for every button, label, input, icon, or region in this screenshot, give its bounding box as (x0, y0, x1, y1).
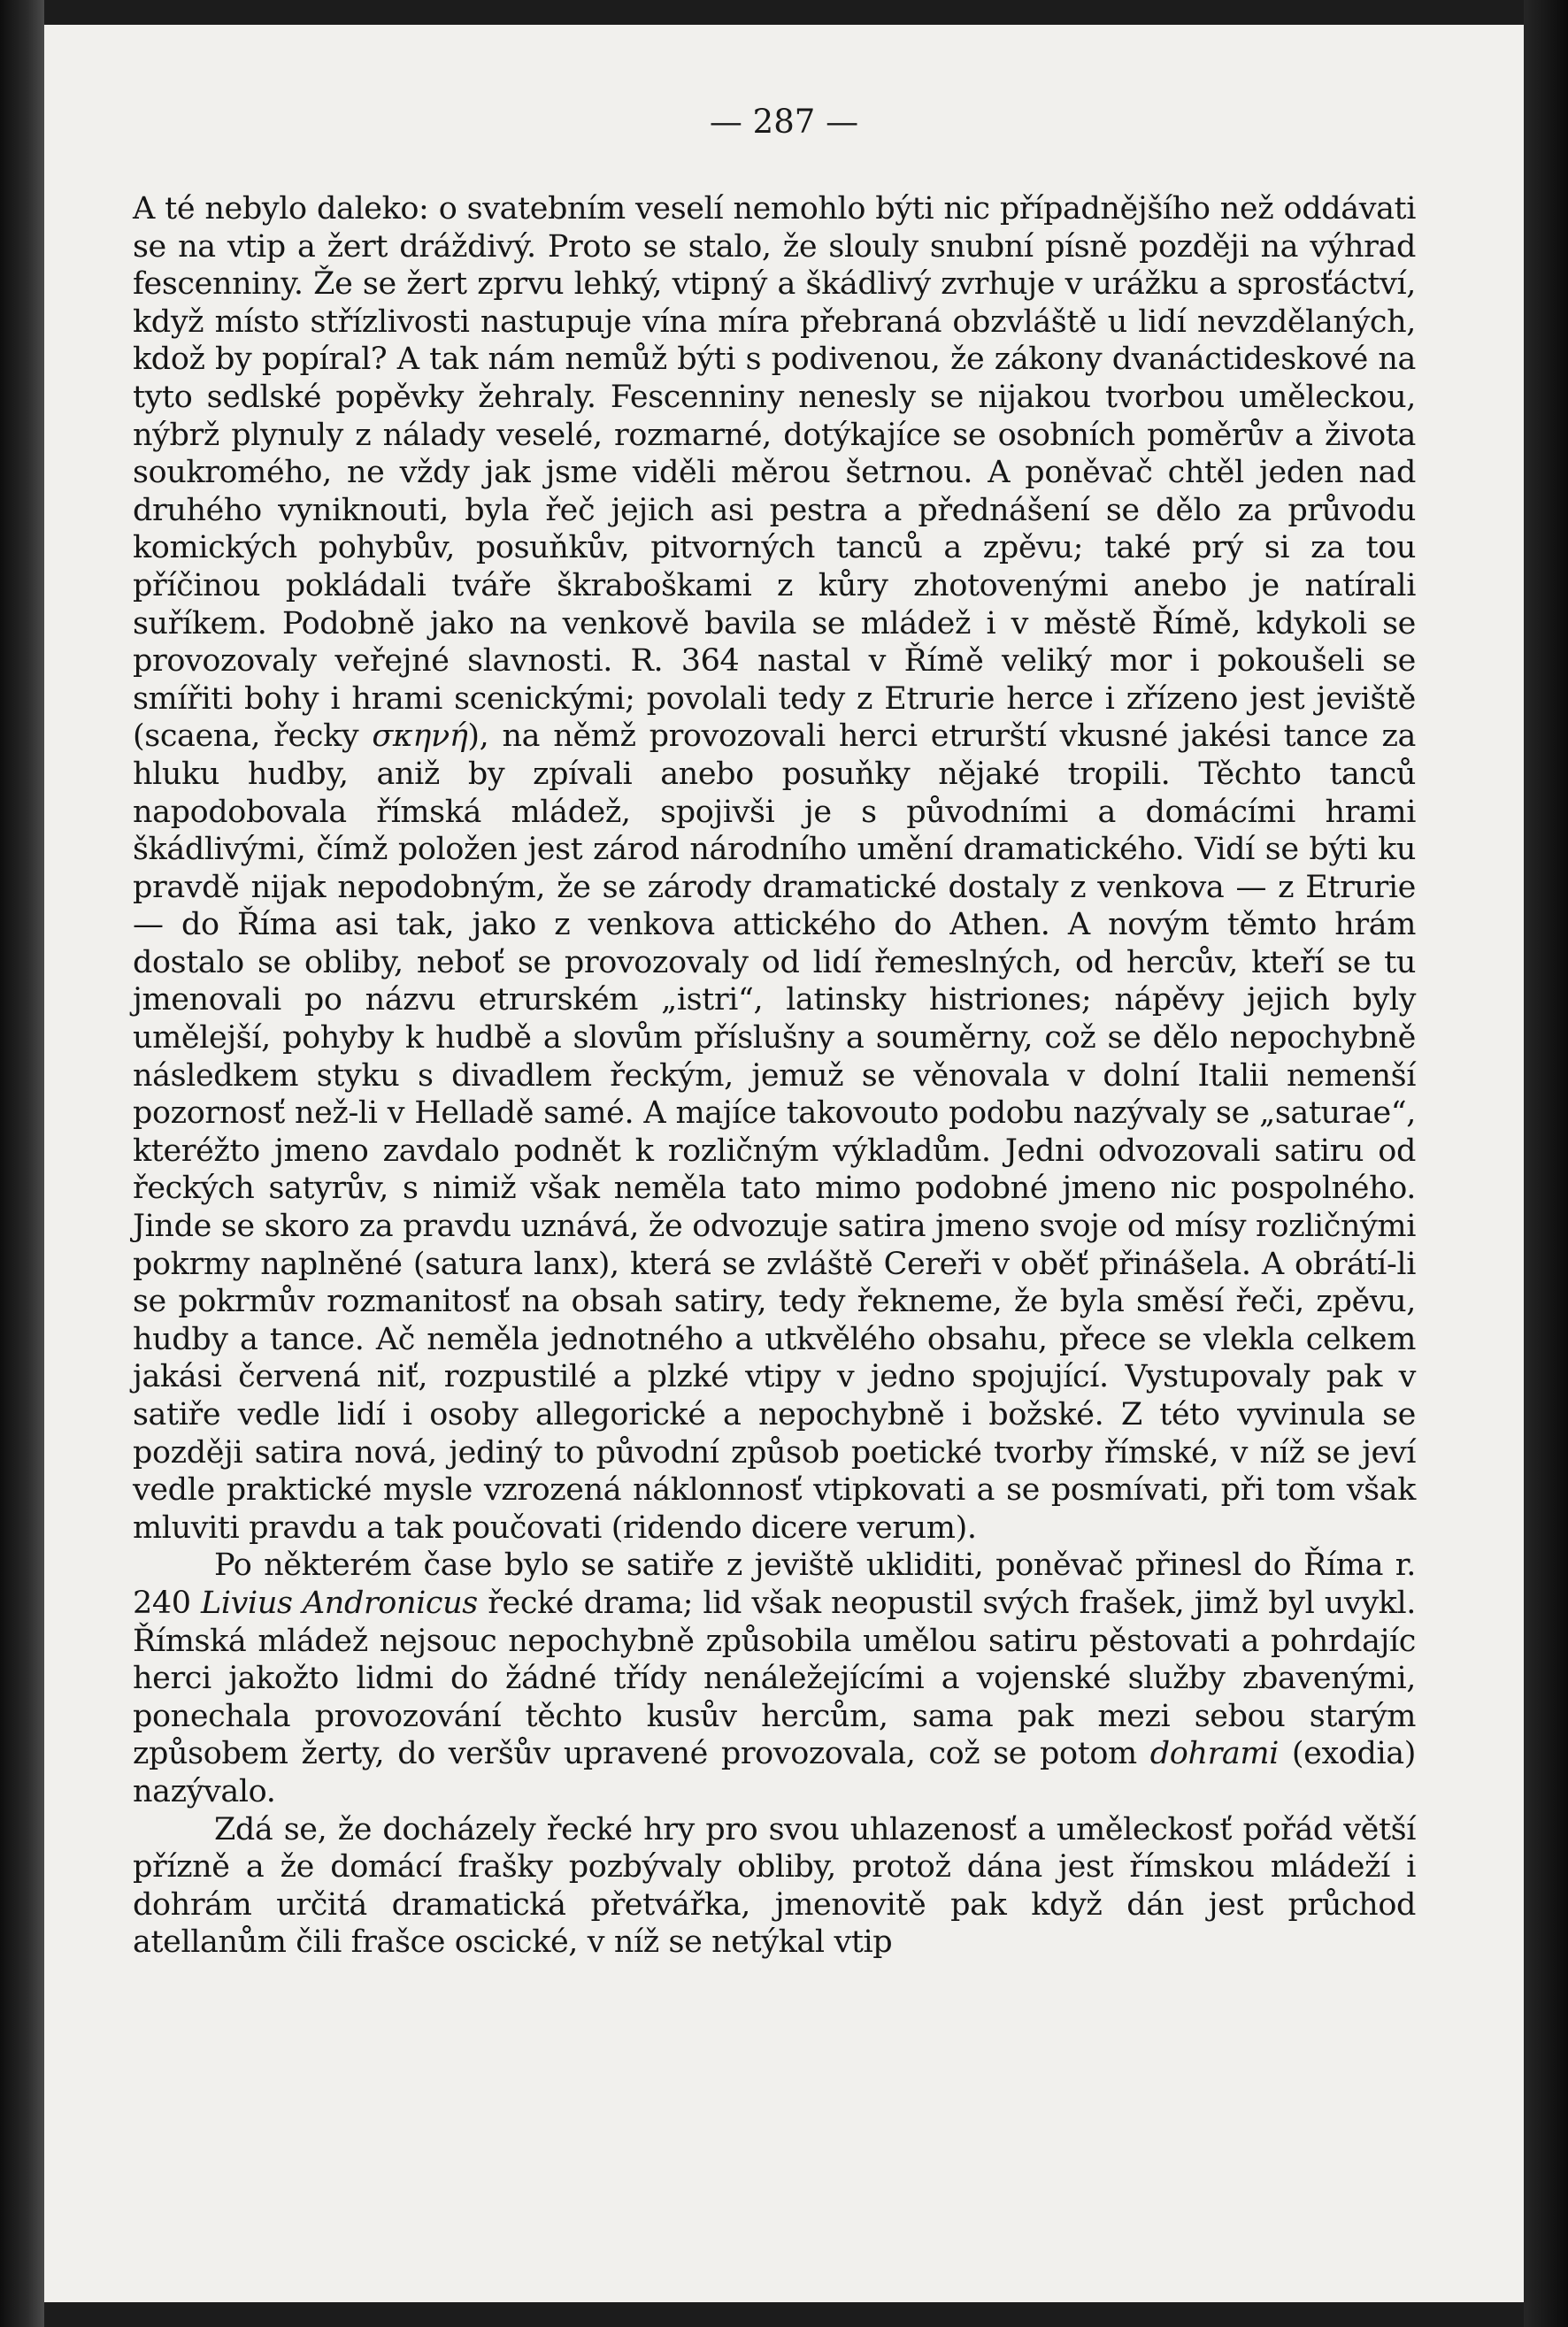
text-segment: řecké drama; lid však neopustil svých frašek, jimž byl uvykl. Římská mládež nejsouc nepochybně způsobila umělou satiru pěstovati a pohrdajíc herci jakožto lidmi do žádné třídy nenáležejícími a vojenské služby zbavenými, ponechala provozování těchto kusův hercům, sama pak mezi sebou starým způsobem žerty, do veršův upravené provozovala, což se potom (133, 1585, 1416, 1772)
text-segment: (exodia) nazývalo. (133, 1736, 1417, 1809)
book-spine-shadow (0, 0, 44, 2327)
author-name: Livius Andronicus (201, 1585, 478, 1621)
text-segment: Zdá se, že docházely řecké hry pro svou uhlazenosť a uměleckosť pořád větší přízně a že domácí frašky pozbývaly obliby, protož dána jest římskou mládeží i dohrám určitá dramatická přetvářka, jmenovitě pak když dán jest průchod atellanům čili frašce oscické, v níž se netýkal vtip (133, 1811, 1416, 1961)
body-text (133, 190, 1416, 1962)
text-segment: ), na němž provozovali herci etrurští vkusné jakési tance za hluku hudby, aniž by zpívali anebo posuňky nějaké tropili. Těchto tanců napodobovala římská mládež, spojivši je s původními a domácími hrami škádlivými, čímž položen jest zárod národního umění dramatického. Vidí se býti ku pravdě nijak nepodobným, že se zárody dramatické dostaly z venkova — z Etrurie — do Říma asi tak, jako z venkova attického do Athen. A novým těmto hrám dostalo se obliby, neboť se provozovaly od lidí řemeslných, od hercův, kteří se tu jmenovali po názvu etrurském „istri“, latinsky histriones; nápěvy jejich byly umělejší, pohyby k hudbě a slovům příslušny a souměrny, což se dělo nepochybně následkem styku s divadlem řeckým, jemuž se věnovala v dolní Italii nemenší pozornosť než-li v Helladě samé. A majíce takovouto podobu nazývaly se „saturae“, kteréžto jmeno zavdalo podnět k rozličným výkladům. Jedni odvozovali satiru od řeckých satyrův, s nimiž však neměla tato mimo podobné jmeno nic pospolného. Jinde se skoro za pravdu uznává, že odvozuje satira jmeno svoje od mísy rozličnými pokrmy naplněné (satura lanx), která se zvláště Cereři v oběť přinášela. A obrátí-li se pokrmův rozmanitosť na obsah satiry, tedy řekneme, že byla směsí řeči, zpěvu, hudby a tance. Ač neměla jednotného a utkvělého obsahu, přece se vlekla celkem jakási červená niť, rozpustilé a plzké vtipy v jedno spojující. Vystupovaly pak v satiře vedle lidí i osoby allegorické a nepochybně i božské. Z této vyvinula se později satira nová, jediný to původní způsob poetické tvorby římské, v níž se jeví vedle praktické mysle vzrozená náklonnosť vtipkovati a se posmívati, při tom však mluviti pravdu a tak poučovati (ridendo dicere verum). (133, 718, 1416, 1546)
page-number: — 287 — (709, 103, 859, 141)
term-dohrami: dohrami (1149, 1736, 1279, 1772)
text-segment: A té nebylo daleko: o svatebním veselí nemohlo býti nic případnějšího než oddávati se na vtip a žert dráždivý. Proto se stalo, že slouly snubní písně později na výhrad fescenniny. Že se žert zprvu lehký, vtipný a škádlivý zvrhuje v urážku a sprosťáctví, když místo střízlivosti nastupuje vína míra přebraná obzvláště u lidí nevzdělaných, kdož by popíral? A tak nám nemůž býti s podivenou, že zákony dvanáctideskové na tyto sedlské popěvky žehraly. Fescenniny nenesly se nijakou tvorbou uměleckou, nýbrž plynuly z nálady veselé, rozmarné, dotýkajíce se osobních poměrův a života soukromého, ne vždy jak jsme viděli měrou šetrnou. A poněvač chtěl jeden nad druhého vyniknouti, byla řeč jejich asi pestra a přednášení se dělo za průvodu komických pohybův, posuňkův, pitvorných tanců a zpěvu; také prý si za tou příčinou pokládali tváře škraboškami z kůry zhotovenými anebo je natírali suříkem. Podobně jako na venkově bavila se mládež i v městě Římě, kdykoli se provozovaly veřejné slavnosti. R. 364 nastal v Římě veliký mor i pokoušeli se smířiti bohy i hrami scenickými; povolali tedy z Etrurie herce i zřízeno jest jeviště (scaena, řecky (133, 191, 1416, 755)
paragraph (133, 190, 1416, 1547)
book-page (44, 25, 1524, 2302)
text-segment: Po některém čase bylo se satiře z jeviště ukliditi, poněvač přinesl do Říma r. 240 (133, 1547, 1416, 1621)
page-edge-shadow (1524, 0, 1568, 2327)
greek-term: σκηνή (372, 718, 468, 755)
paragraph (133, 1547, 1416, 1810)
paragraph (133, 1811, 1416, 1962)
